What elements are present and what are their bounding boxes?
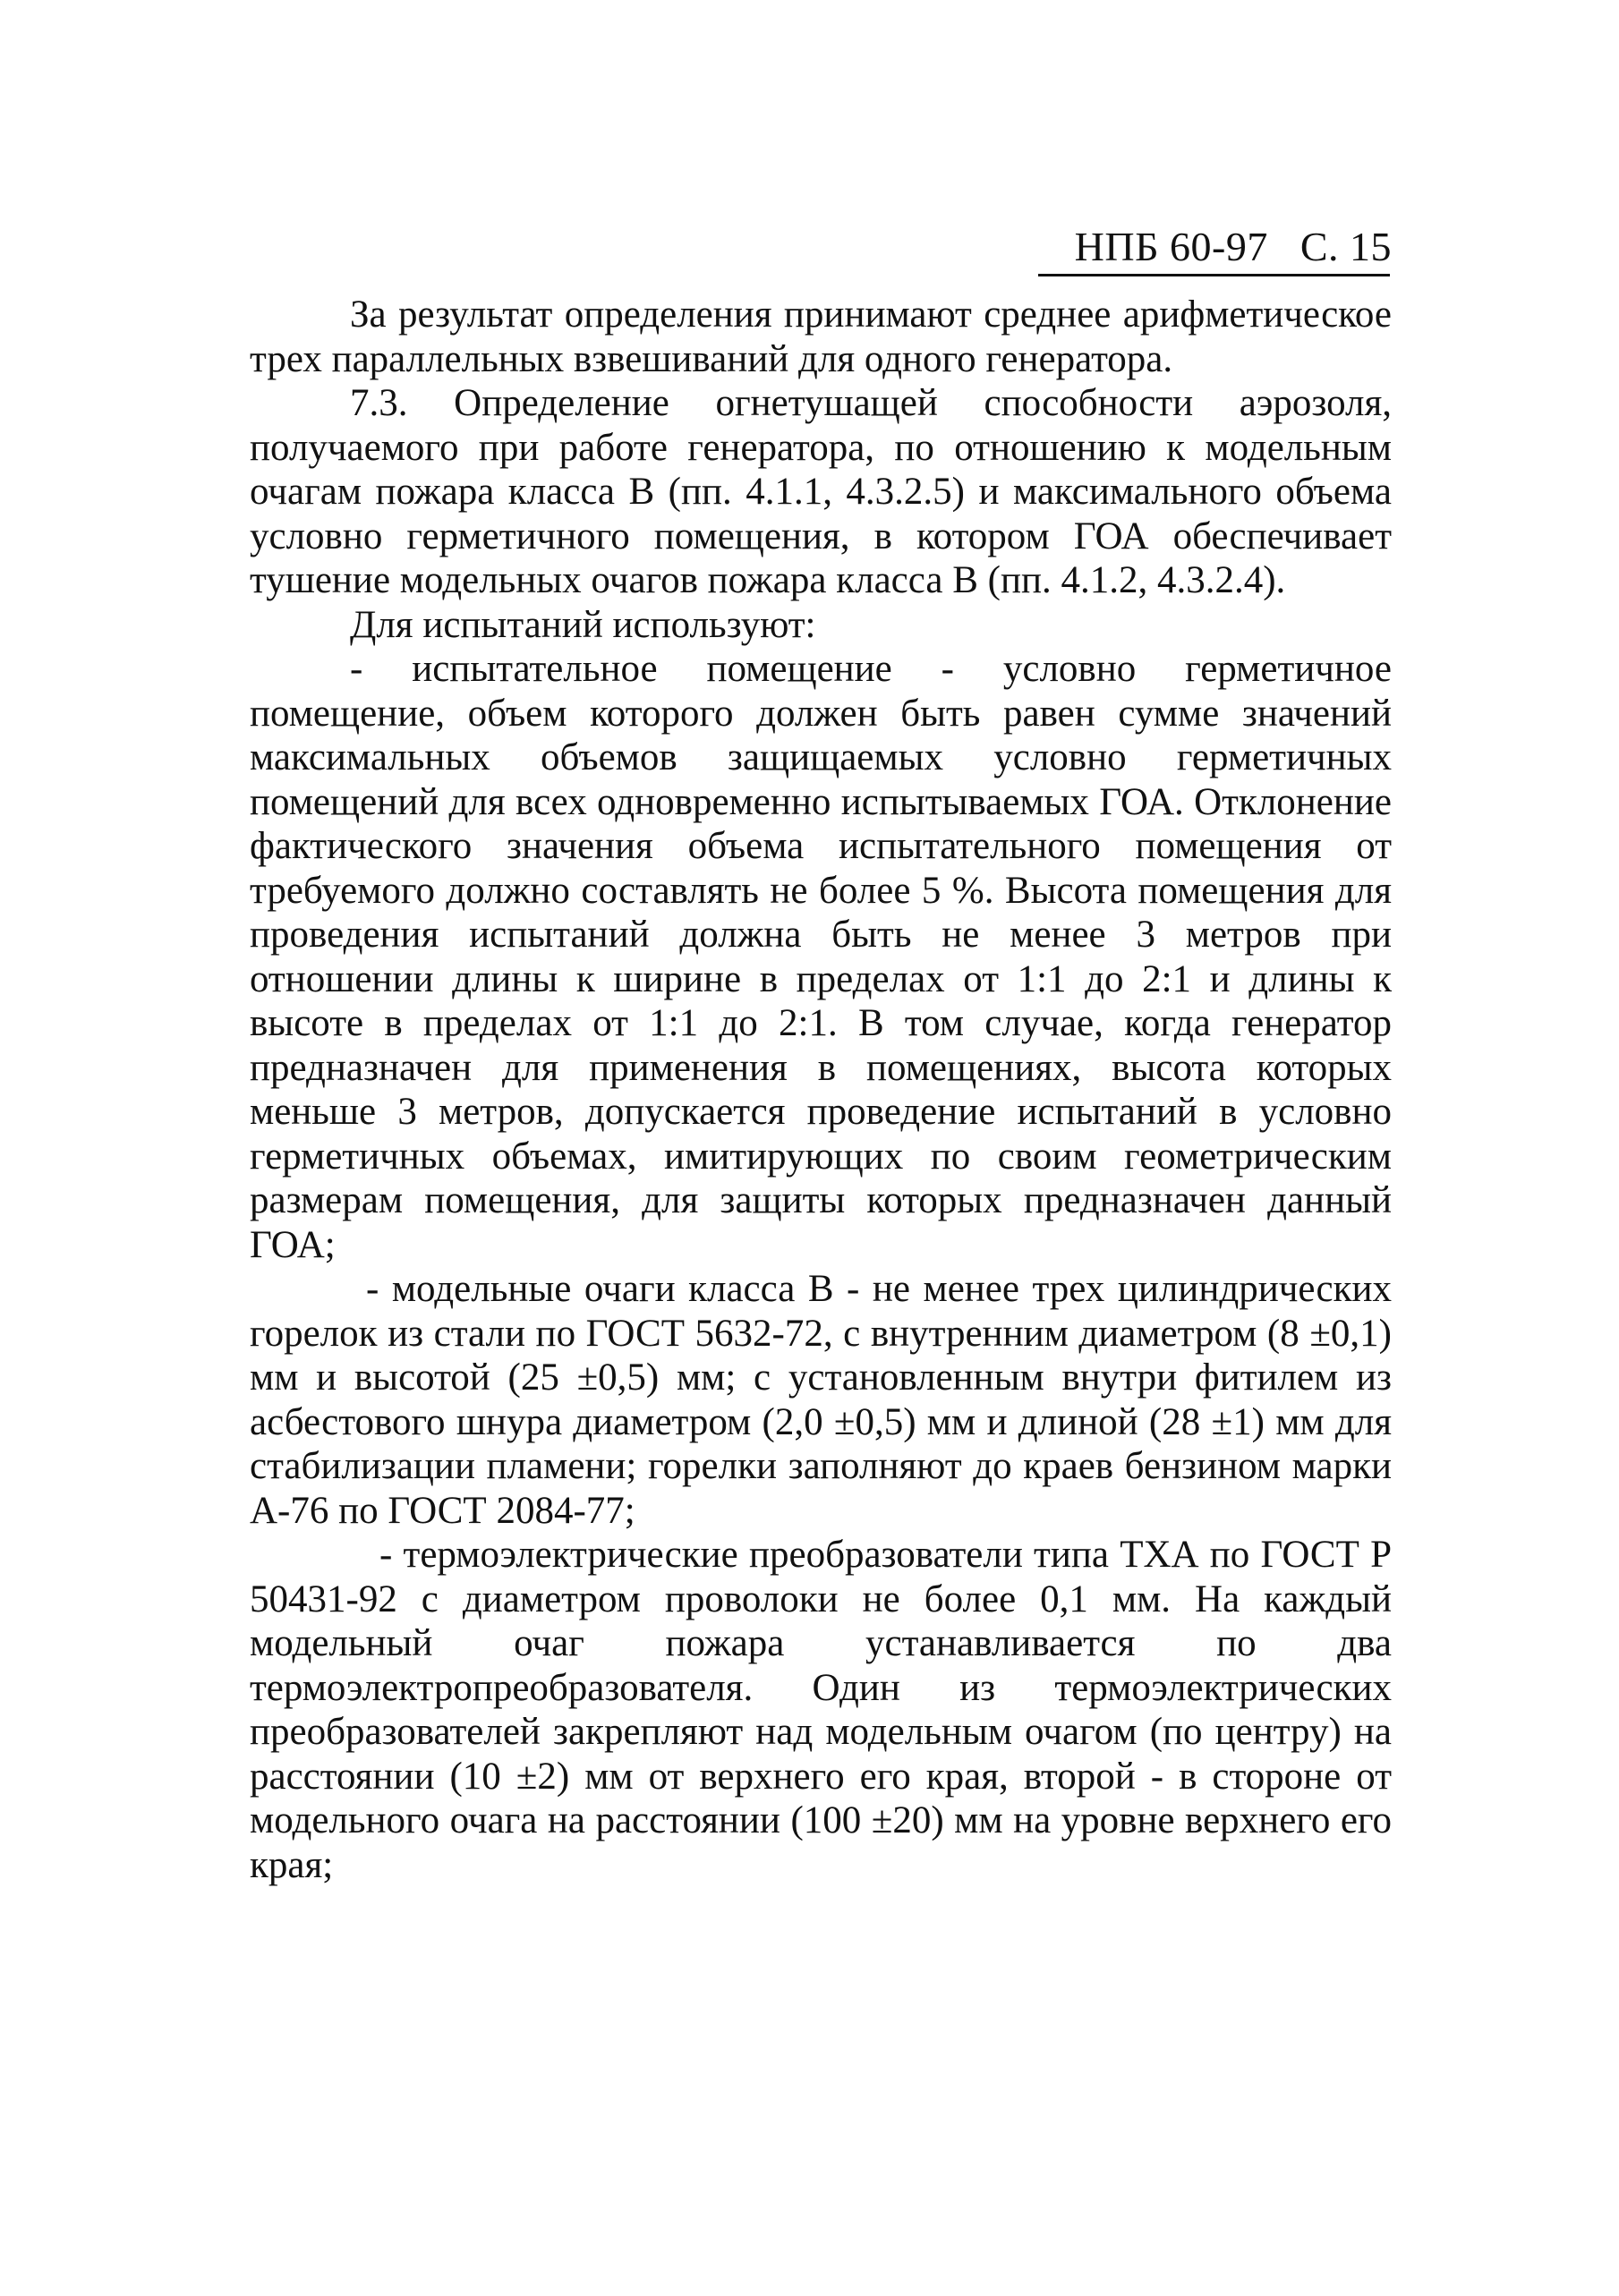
page-header: [1034, 222, 1392, 272]
page-number: С. 15: [1299, 224, 1392, 269]
paragraph-section-7-3: 7.3. Определение огнетушащей способности аэрозоля, получаемого при работе генератора, по отношению к модельным очагам пожара класса В (пп. 4.1.1, 4.3.2.5) и максимального объема условно герметичного помещения, в котором ГОА обеспечивает тушение модельных очагов пожара класса В (пп. 4.1.2, 4.3.2.4).: [250, 382, 1392, 601]
list-item-model-fires: - модельные очаги класса В - не менее трех цилиндрических горелок из стали по ГОСТ 5632-72, с внутренним диаметром (8 ±0,1) мм и высотой (25 ±0,5) мм; с установленным внутри фитилем из асбестового шнура диаметром (2,0 ±0,5) мм и длиной (28 ±1) мм для стабилизации пламени; горелки заполняют до краев бензином марки А-76 по ГОСТ 2084-77;: [250, 1268, 1392, 1532]
paragraph-tests-use: Для испытаний используют:: [350, 603, 816, 646]
list-item-test-room: - испытательное помещение - условно герметичное помещение, объем которого должен быть равен сумме значений максимальных объемов защищаемых условно герметичных помещений для всех одновременно испытываемых ГОА. Отклонение фактического значения объема испытательного помещения от требуемого должно составлять не более 5 %. Высота помещения для проведения испытаний должна быть не менее 3 метров при отношении длины к ширине в пределах от 1:1 до 2:1 и длины к высоте в пределах от 1:1 до 2:1. В том случае, когда генератор предназначен для применения в помещениях, высота которых меньше 3 метров, допускается проведение испытаний в условно герметичных объемах, имитирующих по своим геометрическим размерам помещения, для защиты которых предназначен данный ГОА;: [250, 648, 1392, 1266]
body-text: [250, 293, 1392, 1887]
header-rule: [1038, 274, 1390, 276]
paragraph-result: За результат определения принимают среднее арифметическое трех параллельных взвешиваний для одного генератора.: [250, 293, 1392, 380]
doc-code: НПБ 60-97: [1074, 224, 1268, 269]
list-item-thermocouples: - термоэлектрические преобразователи типа ТХА по ГОСТ Р 50431-92 с диаметром проволоки не более 0,1 мм. На каждый модельный очаг пожара устанавливается по два термоэлектропреобразователя. Один из термоэлектрических преобразователей закрепляют над модельным очагом (по центру) на расстоянии (10 ±2) мм от верхнего его края, второй - в стороне от модельного очага на расстоянии (100 ±20) мм на уровне верхнего его края;: [250, 1534, 1392, 1886]
